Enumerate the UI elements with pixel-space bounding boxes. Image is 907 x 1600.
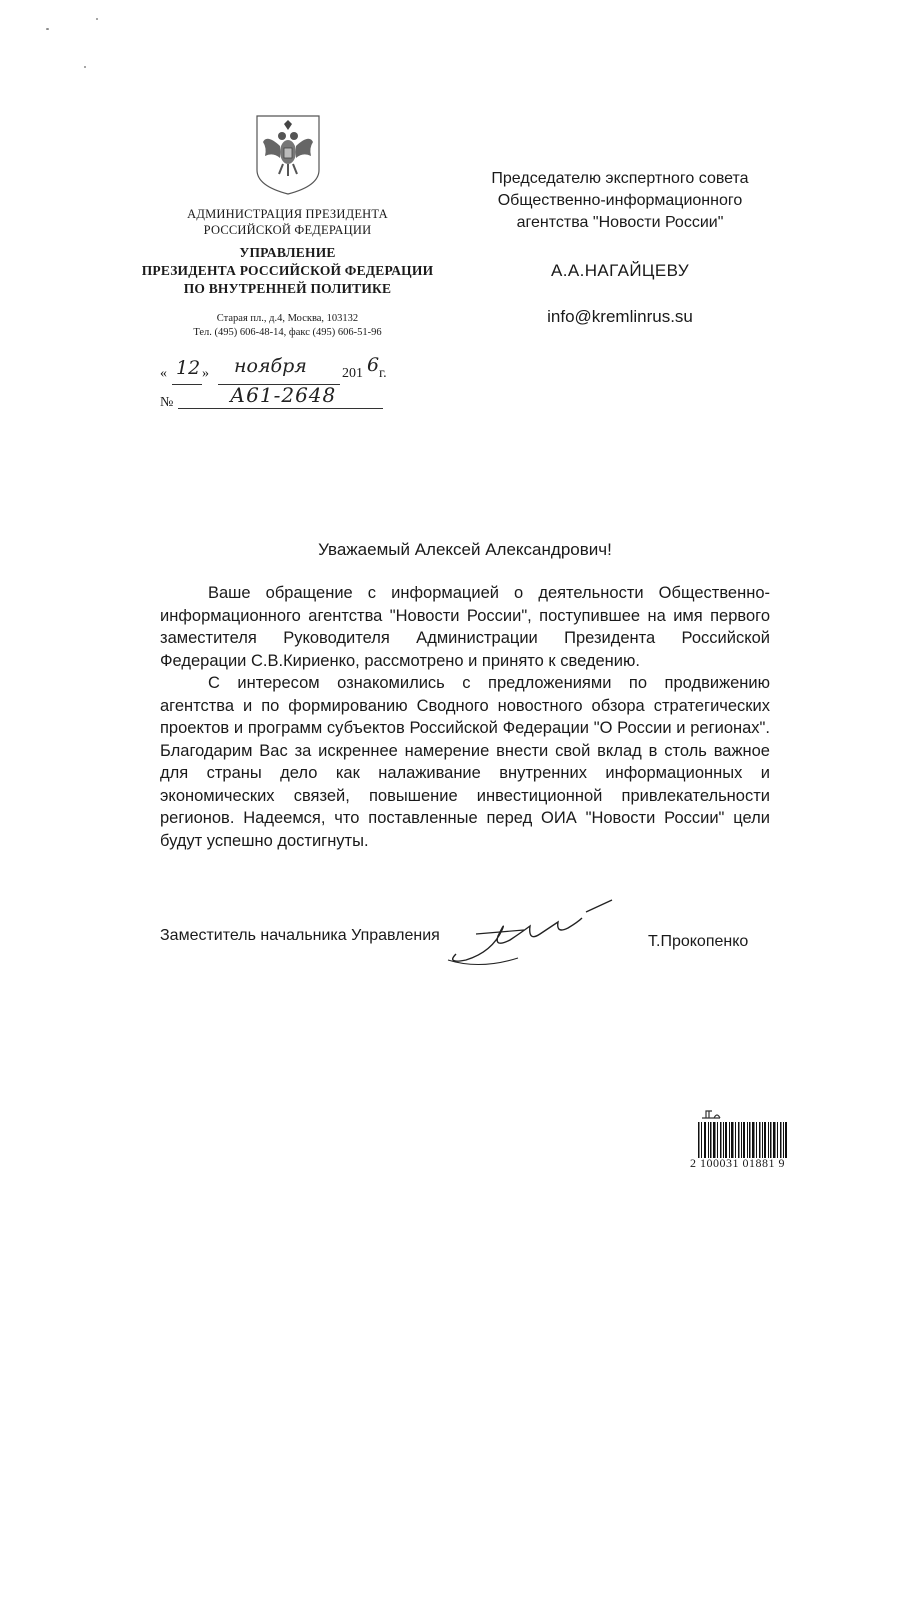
- letterhead: [140, 112, 435, 340]
- scan-speck: [96, 18, 98, 20]
- date-day-underline: [172, 384, 202, 385]
- date-year-suffix: 6: [367, 354, 380, 376]
- recipient-email: info@kremlinrus.su: [547, 307, 693, 326]
- recipient-name: А.А.НАГАЙЦЕВУ: [550, 261, 690, 280]
- signatory-title: Заместитель начальника Управления: [160, 927, 440, 944]
- scan-speck: [84, 66, 86, 68]
- letterhead-country-line: РОССИЙСКОЙ ФЕДЕРАЦИИ: [203, 223, 372, 237]
- recipient-organization: Общественно-информационного: [497, 192, 743, 209]
- letter-number: [160, 383, 410, 422]
- barcode-number: 2 100031 01881 9: [690, 1156, 785, 1170]
- handwritten-signature: [440, 890, 620, 970]
- number-underline: [178, 408, 383, 409]
- date-day: 12: [176, 357, 201, 379]
- date-month: ноября: [234, 355, 307, 377]
- date-year-prefix: 201: [342, 366, 363, 381]
- letterhead-phone: Тел. (495) 606-48-14, факс (495) 606-51-96: [193, 327, 382, 338]
- number-value: А61-2648: [230, 383, 337, 407]
- letterhead-address: Старая пл., д.4, Москва, 103132: [216, 313, 359, 324]
- barcode-icon: [698, 1122, 788, 1158]
- letter-body: [160, 582, 770, 852]
- recipient-block: [470, 168, 770, 328]
- scan-speck: [46, 28, 49, 30]
- signatory-name: Т.Прокопенко: [648, 933, 749, 950]
- date-year-unit: г.: [379, 366, 387, 381]
- salutation: Уважаемый Алексей Александрович!: [318, 540, 612, 559]
- body-paragraph: С интересом ознакомились с предложениями по продвижению агентства и по формированию Сводного новостного обзора стратегических проектов и программ субъектов Российской Федерации "О России и регионах". Благодарим Вас за искреннее намерение внести свой вклад в столь важное для страны дело как налаживание внутренних информационных и экономических связей, повышение инвестиционной привлекательности регионов. Надеемся, что поставленные перед ОИА "Новости России" цели будут успешно достигнуты.: [160, 674, 770, 850]
- recipient-organization: агентства "Новости России": [516, 214, 724, 231]
- page-lower-area: [0, 1232, 907, 1600]
- date-open-quote: «: [160, 366, 167, 381]
- coat-of-arms-icon: [253, 112, 323, 196]
- barcode-logo-icon: [700, 1108, 722, 1120]
- barcode-block: [690, 1108, 800, 1168]
- letterhead-admin-line: АДМИНИСТРАЦИЯ ПРЕЗИДЕНТА: [187, 207, 388, 221]
- date-close-quote: »: [202, 366, 209, 381]
- letterhead-dept-line: ПРЕЗИДЕНТА РОССИЙСКОЙ ФЕДЕРАЦИИ: [141, 263, 434, 278]
- body-paragraph: Ваше обращение с информацией о деятельности Общественно-информационного агентства "Новости России", поступившее на имя первого заместителя Руководителя Администрации Президента Российской Федерации С.В.Кириенко, рассмотрено и принято к сведению.: [160, 584, 770, 670]
- recipient-position: Председателю экспертного совета: [491, 170, 749, 187]
- number-label: №: [160, 395, 174, 410]
- letterhead-dept-line: УПРАВЛЕНИЕ: [239, 245, 336, 260]
- letterhead-dept-line: ПО ВНУТРЕННЕЙ ПОЛИТИКЕ: [183, 281, 392, 296]
